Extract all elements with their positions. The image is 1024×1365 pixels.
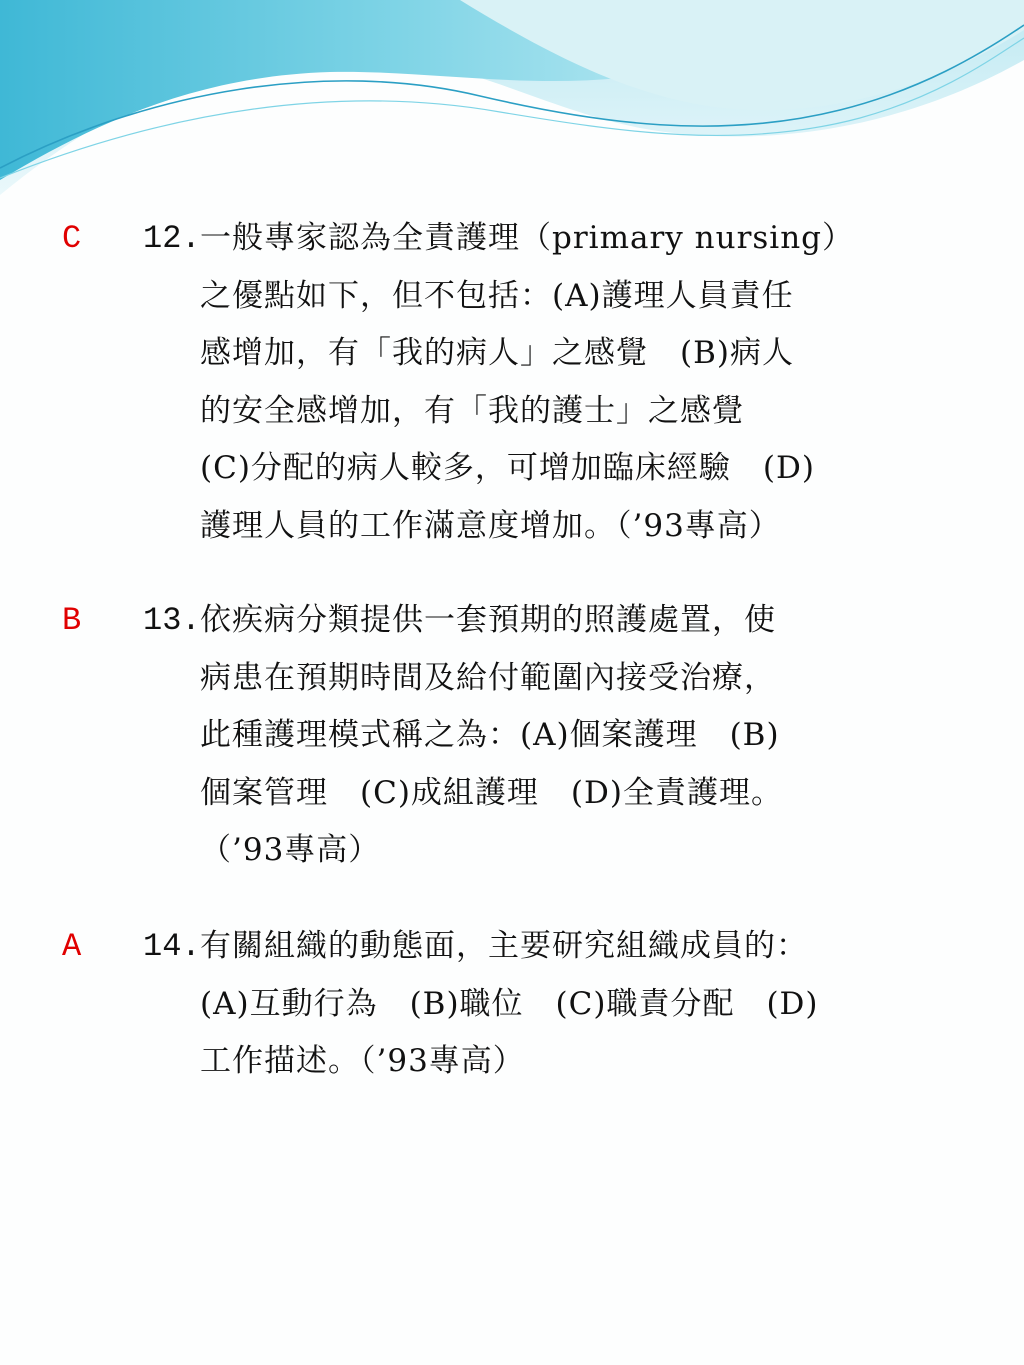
header-wave-decoration — [0, 0, 1024, 220]
question-line: 感增加，有「我的病人」之感覺 (B)病人 — [200, 335, 794, 371]
question-line: 此種護理模式稱之為：(A)個案護理 (B) — [200, 717, 780, 753]
question-line: (C)分配的病人較多，可增加臨床經驗 (D) — [200, 450, 815, 486]
question-line: 依疾病分類提供一套預期的照護處置，使 — [200, 602, 776, 638]
question-line: 工作描述。（’93專高） — [200, 1043, 525, 1079]
question-line: 病患在預期時間及給付範圍內接受治療， — [200, 659, 776, 696]
question-number: 14. — [143, 928, 201, 965]
question-line: 一般專家認為全責護理（primary nursing） — [200, 220, 855, 256]
question-text — [200, 592, 930, 880]
question-line: 有關組織的動態面，主要研究組織成員的： — [200, 928, 808, 964]
question-number: 13. — [143, 602, 201, 639]
question-line: 之優點如下，但不包括：(A)護理人員責任 — [200, 277, 794, 314]
question-line: 個案管理 (C)成組護理 (D)全責護理。 — [200, 774, 783, 811]
answer-label: C — [62, 220, 82, 257]
question-text — [200, 918, 930, 1091]
answer-label: B — [62, 602, 82, 639]
question-line: （’93專高） — [200, 832, 381, 868]
answer-label: A — [62, 928, 82, 965]
question-number: 12. — [143, 220, 201, 257]
question-line: 的安全感增加，有「我的護士」之感覺 — [200, 392, 744, 429]
question-line: (A)互動行為 (B)職位 (C)職責分配 (D) — [200, 985, 819, 1022]
question-text — [200, 210, 930, 555]
question-line: 護理人員的工作滿意度增加。（’93專高） — [200, 507, 781, 544]
